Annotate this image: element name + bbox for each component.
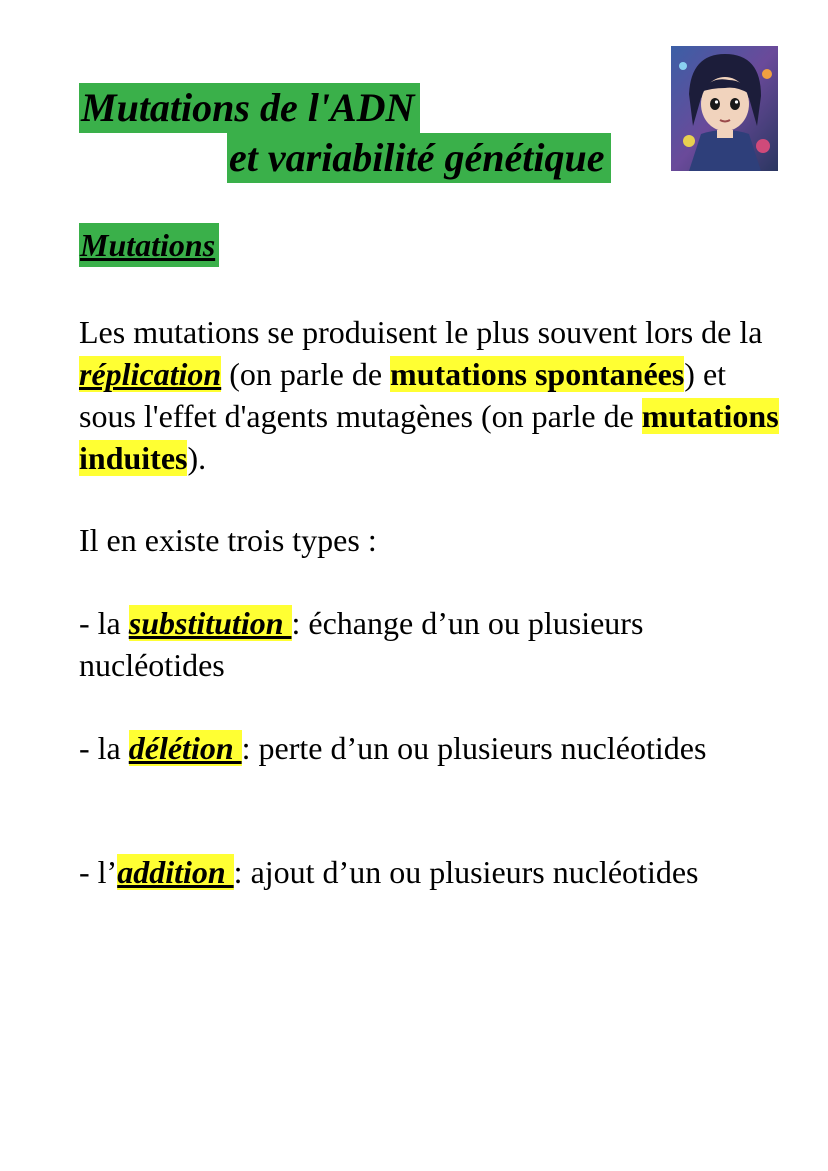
term-addition: addition bbox=[117, 854, 234, 890]
intro-paragraph bbox=[79, 311, 779, 479]
list-prefix: - la bbox=[79, 730, 129, 766]
intro-text-2: (on parle de bbox=[221, 356, 391, 392]
definition-deletion: : perte d’un ou plusieurs nucléotides bbox=[241, 730, 707, 766]
character-illustration bbox=[671, 46, 778, 171]
list-item-deletion bbox=[79, 727, 779, 769]
list-prefix: - la bbox=[79, 605, 129, 641]
term-substitution: substitution bbox=[128, 605, 292, 641]
intro-text-1: Les mutations se produisent le plus souvent lors de la bbox=[79, 314, 763, 350]
definition-substitution: : échange d’un ou plusieurs nucléotides bbox=[79, 605, 644, 683]
list-item-addition bbox=[79, 851, 779, 893]
term-replication: réplication bbox=[79, 356, 222, 392]
types-intro: Il en existe trois types : bbox=[79, 522, 377, 558]
section-heading: Mutations bbox=[79, 223, 219, 267]
definition-addition: : ajout d’un ou plusieurs nucléotides bbox=[233, 854, 699, 890]
term-induced-mutations: mutations induites bbox=[79, 398, 779, 476]
intro-text-3: ) et sous l'effet d'agents mutagènes (on parle de bbox=[79, 356, 727, 434]
term-spontaneous-mutations: mutations spontanées bbox=[390, 356, 685, 392]
list-item-substitution bbox=[79, 602, 779, 686]
term-deletion: délétion bbox=[128, 730, 242, 766]
list-prefix: - l’ bbox=[79, 854, 118, 890]
intro-text-4: ). bbox=[187, 440, 207, 476]
title-line-1: Mutations de l'ADN bbox=[79, 83, 420, 133]
title-line-2: et variabilité génétique bbox=[227, 133, 611, 183]
